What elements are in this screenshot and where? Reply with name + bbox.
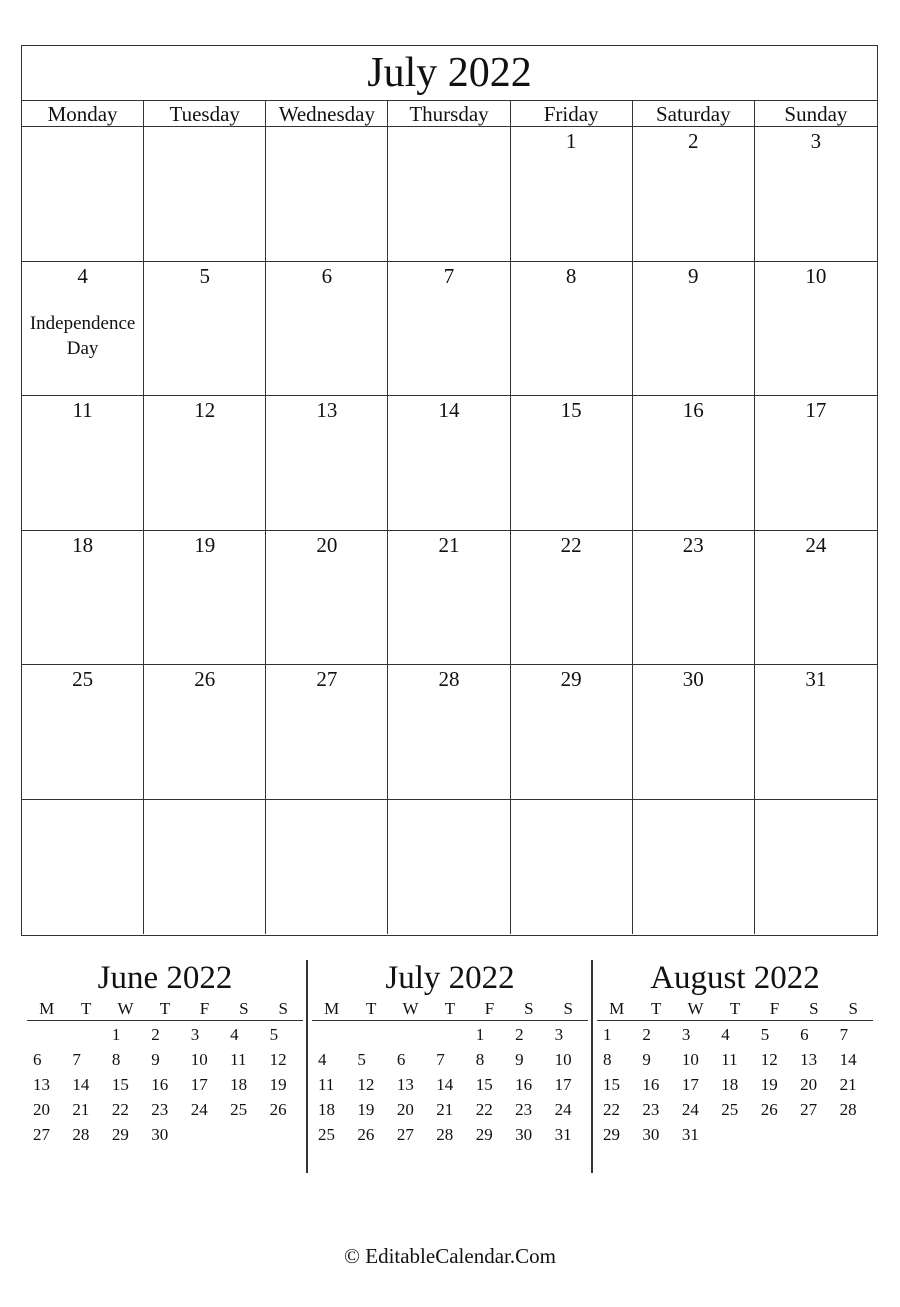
divider (591, 960, 593, 1173)
mini-weekday-label: W (117, 999, 134, 1018)
mini-weekday-header (312, 998, 588, 1021)
mini-day-number: 29 (603, 1125, 620, 1144)
divider (306, 960, 308, 1173)
mini-weekday-label: W (687, 999, 704, 1018)
mini-day-number: 9 (515, 1050, 524, 1069)
mini-day-number: 11 (318, 1075, 335, 1094)
mini-day-number: 9 (642, 1050, 651, 1069)
mini-weekday-label: T (80, 999, 92, 1018)
mini-weekday-label: S (563, 999, 573, 1018)
mini-day-number: 22 (603, 1100, 620, 1119)
day-number: 31 (805, 667, 827, 691)
mini-weekday-label: M (324, 999, 340, 1018)
day-number: 16 (682, 398, 704, 422)
day-number (633, 800, 754, 802)
mini-day-number: 15 (475, 1075, 493, 1094)
day-number: 15 (560, 398, 582, 422)
mini-weekday-header (27, 998, 303, 1021)
mini-day-number: 30 (151, 1125, 169, 1144)
day-cell (388, 396, 510, 531)
mini-day-number: 9 (151, 1050, 160, 1069)
mini-day-number: 29 (475, 1125, 493, 1144)
day-number: 28 (438, 667, 460, 691)
mini-weekday-label: T (650, 999, 662, 1018)
day-cell (633, 396, 755, 531)
mini-day-number: 28 (436, 1125, 454, 1144)
day-cell (266, 665, 388, 800)
mini-day-number: 23 (642, 1100, 660, 1119)
day-cell (22, 396, 144, 531)
mini-day-number: 5 (269, 1025, 279, 1044)
day-cell (388, 665, 510, 800)
mini-day-number: 16 (515, 1075, 533, 1094)
day-number: 6 (321, 263, 333, 288)
mini-day-number: 15 (603, 1075, 620, 1094)
mini-day-number: 3 (190, 1025, 200, 1044)
mini-weekday-label: M (39, 999, 55, 1018)
day-cell (22, 262, 144, 397)
calendar-title: July 2022 (22, 46, 877, 101)
mini-day-number: 18 (230, 1075, 248, 1094)
day-cell (266, 396, 388, 531)
mini-day-number: 24 (554, 1100, 572, 1119)
mini-calendar-august (597, 958, 873, 1147)
day-cell (633, 531, 755, 666)
day-cell (511, 262, 633, 397)
mini-day-number: 6 (33, 1050, 42, 1069)
mini-day-number: 31 (554, 1125, 572, 1144)
mini-day-number: 30 (515, 1125, 533, 1144)
mini-weekday-label: F (199, 999, 210, 1018)
mini-day-number: 16 (151, 1075, 169, 1094)
day-cell (511, 665, 633, 800)
day-number (266, 800, 387, 802)
mini-day-number: 21 (839, 1075, 857, 1094)
day-number: 3 (810, 129, 822, 153)
mini-day-number: 4 (721, 1025, 730, 1044)
holiday-label: Independence Day (29, 312, 136, 359)
mini-day-number: 30 (642, 1125, 660, 1144)
mini-day-number: 15 (111, 1075, 129, 1094)
mini-day-number (66, 1022, 105, 1047)
mini-day-number: 17 (190, 1075, 208, 1094)
mini-day-number: 12 (760, 1050, 778, 1069)
mini-day-number: 19 (760, 1075, 778, 1094)
mini-calendar-title: August 2022 (650, 960, 820, 996)
day-cell (144, 800, 266, 935)
mini-day-number: 8 (603, 1050, 612, 1069)
day-cell (633, 665, 755, 800)
mini-weekday-label: T (444, 999, 456, 1018)
day-number: 17 (805, 398, 827, 422)
mini-day-number: 27 (33, 1125, 50, 1144)
weekday-label: Saturday (633, 101, 755, 127)
mini-weekday-label: T (365, 999, 377, 1018)
mini-day-number: 6 (800, 1025, 809, 1044)
mini-day-number: 7 (839, 1025, 849, 1044)
mini-day-number (351, 1022, 390, 1047)
day-cell (144, 262, 266, 397)
mini-calendar-july (312, 958, 588, 1147)
mini-day-number: 17 (681, 1075, 699, 1094)
day-cell (633, 800, 755, 935)
mini-day-number: 18 (721, 1075, 739, 1094)
mini-day-grid (597, 1022, 873, 1147)
day-number (388, 800, 509, 802)
day-cell (633, 262, 755, 397)
mini-day-number: 10 (681, 1050, 699, 1069)
weekday-label: Friday (511, 101, 633, 127)
mini-day-number (27, 1022, 66, 1047)
mini-day-number: 20 (800, 1075, 818, 1094)
day-cell (388, 531, 510, 666)
day-cell (755, 262, 877, 397)
mini-day-number: 21 (72, 1100, 90, 1119)
day-number: 20 (316, 532, 338, 557)
day-number: 27 (316, 667, 338, 691)
month-calendar (21, 45, 878, 936)
mini-day-number: 14 (839, 1050, 857, 1069)
mini-day-number: 19 (357, 1100, 375, 1119)
mini-day-number: 26 (269, 1100, 287, 1119)
mini-day-number: 7 (436, 1050, 445, 1069)
day-number (22, 800, 143, 802)
mini-day-number: 26 (357, 1125, 375, 1144)
mini-day-number: 10 (554, 1050, 572, 1069)
day-cell (388, 127, 510, 262)
mini-day-number: 25 (721, 1100, 739, 1119)
day-cell (266, 800, 388, 935)
day-number: 2 (688, 129, 699, 153)
mini-calendar-june (27, 958, 303, 1147)
mini-weekday-label: T (729, 999, 741, 1018)
day-cell (22, 800, 144, 935)
mini-day-number: 21 (436, 1100, 454, 1119)
day-number: 21 (438, 532, 460, 557)
mini-day-number: 4 (230, 1025, 239, 1044)
mini-day-number: 31 (681, 1125, 699, 1144)
day-cell (144, 665, 266, 800)
day-number: 22 (560, 532, 582, 557)
mini-day-number: 14 (72, 1075, 90, 1094)
day-number (511, 800, 632, 802)
mini-day-number: 23 (515, 1100, 533, 1119)
day-cell (266, 531, 388, 666)
day-number (755, 800, 877, 802)
copyright-footer: © EditableCalendar.Com (344, 1244, 556, 1268)
mini-day-number: 5 (760, 1025, 770, 1044)
day-cell (755, 800, 877, 935)
mini-weekday-label: M (609, 999, 625, 1018)
mini-weekday-label: S (278, 999, 288, 1018)
mini-day-number: 20 (33, 1100, 50, 1119)
day-cell (755, 531, 877, 666)
mini-day-number: 18 (318, 1100, 335, 1119)
day-number: 10 (805, 263, 827, 288)
day-cell (22, 531, 144, 666)
mini-weekday-label: F (484, 999, 495, 1018)
day-number (144, 800, 265, 802)
mini-day-number: 12 (269, 1050, 287, 1069)
day-number: 26 (194, 667, 216, 691)
mini-day-number: 6 (396, 1050, 406, 1069)
day-cell (388, 800, 510, 935)
mini-day-number: 29 (111, 1125, 129, 1144)
mini-day-number: 16 (642, 1075, 660, 1094)
mini-day-number: 24 (681, 1100, 699, 1119)
mini-day-number: 4 (318, 1050, 327, 1069)
day-number: 7 (443, 263, 455, 288)
day-number: 23 (682, 532, 704, 557)
day-cell (755, 127, 877, 262)
day-cell (511, 531, 633, 666)
mini-day-number: 10 (190, 1050, 208, 1069)
weekday-label: Monday (22, 101, 144, 127)
mini-day-number: 11 (230, 1050, 247, 1069)
mini-day-number: 2 (151, 1025, 160, 1044)
mini-weekday-label: W (402, 999, 419, 1018)
mini-weekday-header (597, 998, 873, 1021)
mini-day-number: 25 (230, 1100, 248, 1119)
day-cell (266, 262, 388, 397)
weekday-label: Tuesday (144, 101, 266, 127)
mini-day-number: 1 (475, 1025, 485, 1044)
mini-day-number (312, 1022, 351, 1047)
mini-day-number: 12 (357, 1075, 375, 1094)
mini-weekday-label: S (848, 999, 858, 1018)
mini-weekday-label: S (809, 999, 819, 1018)
day-number: 18 (72, 532, 94, 557)
day-number: 12 (194, 398, 216, 422)
day-number: 30 (682, 667, 704, 691)
mini-day-number: 14 (436, 1075, 454, 1094)
day-cell (22, 127, 144, 262)
mini-day-number: 3 (681, 1025, 691, 1044)
day-number: 14 (438, 398, 460, 422)
day-number: 19 (194, 532, 216, 557)
mini-day-number: 27 (396, 1125, 414, 1144)
mini-day-number: 8 (475, 1050, 485, 1069)
mini-calendar-title: June 2022 (97, 960, 233, 996)
mini-day-number: 7 (72, 1050, 81, 1069)
mini-day-number: 20 (396, 1100, 414, 1119)
day-number (22, 127, 143, 129)
mini-day-number: 23 (151, 1100, 169, 1119)
day-number: 29 (560, 667, 582, 691)
mini-weekday-label: S (239, 999, 249, 1018)
mini-weekday-label: F (769, 999, 780, 1018)
day-cell (22, 665, 144, 800)
day-number: 5 (199, 263, 210, 288)
day-grid (22, 127, 877, 934)
mini-day-number: 1 (603, 1025, 612, 1044)
mini-day-grid (27, 1022, 303, 1147)
day-cell (144, 531, 266, 666)
day-number: 11 (72, 398, 93, 422)
mini-day-number: 25 (318, 1125, 335, 1144)
mini-day-grid (312, 1022, 588, 1147)
day-cell (144, 127, 266, 262)
mini-day-number: 2 (515, 1025, 524, 1044)
weekday-label: Wednesday (266, 101, 388, 127)
weekday-label: Thursday (388, 101, 510, 127)
mini-day-number: 3 (554, 1025, 564, 1044)
day-number (266, 127, 387, 129)
day-cell (511, 127, 633, 262)
mini-day-number: 8 (111, 1050, 121, 1069)
day-number (388, 127, 509, 129)
mini-day-number: 22 (111, 1100, 129, 1119)
mini-day-number: 27 (800, 1100, 818, 1119)
mini-day-number: 22 (475, 1100, 493, 1119)
mini-day-number: 1 (111, 1025, 121, 1044)
mini-day-number: 28 (839, 1100, 857, 1119)
mini-weekday-label: S (524, 999, 534, 1018)
day-cell (755, 396, 877, 531)
mini-day-number: 24 (190, 1100, 208, 1119)
mini-calendar-title: July 2022 (385, 960, 515, 996)
mini-day-number: 13 (800, 1050, 818, 1069)
day-cell (388, 262, 510, 397)
day-number: 8 (565, 263, 577, 288)
weekday-header (22, 101, 877, 127)
mini-weekday-label: T (159, 999, 171, 1018)
day-cell (633, 127, 755, 262)
mini-day-number: 19 (269, 1075, 287, 1094)
day-cell (266, 127, 388, 262)
mini-day-number: 28 (72, 1125, 90, 1144)
day-number: 13 (316, 398, 338, 422)
day-number: 25 (72, 667, 94, 691)
mini-day-number: 2 (642, 1025, 651, 1044)
day-cell (755, 665, 877, 800)
mini-day-number: 13 (396, 1075, 414, 1094)
day-cell (511, 396, 633, 531)
mini-day-number (430, 1022, 469, 1047)
day-cell (144, 396, 266, 531)
mini-day-number (391, 1022, 430, 1047)
day-cell (511, 800, 633, 935)
mini-day-number: 11 (721, 1050, 738, 1069)
day-number: 1 (565, 129, 577, 153)
mini-day-number: 13 (33, 1075, 50, 1094)
day-number: 24 (805, 532, 827, 557)
mini-day-number: 5 (357, 1050, 366, 1069)
day-number (144, 127, 265, 129)
day-number: 9 (688, 263, 699, 288)
mini-day-number: 26 (760, 1100, 778, 1119)
mini-day-number: 17 (554, 1075, 572, 1094)
weekday-label: Sunday (784, 102, 848, 126)
day-number: 4 (77, 263, 88, 288)
